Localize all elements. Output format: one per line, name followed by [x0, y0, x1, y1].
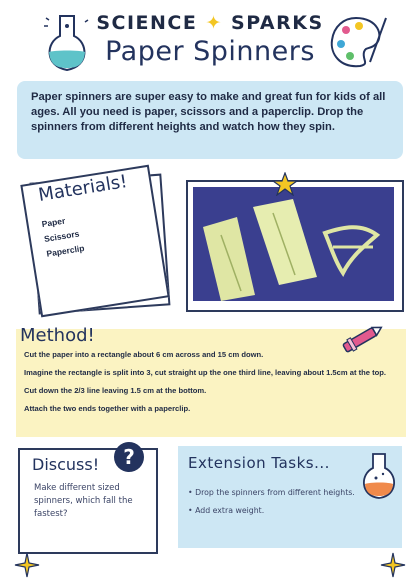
method-step: Attach the two ends together with a paperclip. [24, 404, 191, 413]
intro-text: Paper spinners are super easy to make and great fun for kids of all ages. All you need is paper, scissors and a paperclip. Drop the spinners from different heights and watch how they spin. [31, 91, 386, 133]
materials-heading: Materials! [36, 171, 129, 206]
method-step: Imagine the rectangle is split into 3, cut straight up the one third line, leaving about 1.5cm at the top. [24, 368, 387, 377]
brand-word-sparks: SPARKS [231, 12, 324, 34]
materials-item: Scissors [43, 228, 80, 244]
method-step: Cut the paper into a rectangle about 6 cm across and 15 cm down. [24, 350, 264, 359]
star-icon [272, 172, 298, 196]
intro-box [17, 81, 403, 159]
page-title: Paper Spinners [105, 36, 315, 67]
brand-word-science: SCIENCE [96, 12, 198, 34]
method-step: Cut down the 2/3 line leaving 1.5 cm at the bottom. [24, 386, 207, 395]
method-heading: Method! [20, 325, 95, 346]
method-steps [24, 349, 400, 421]
materials-item: Paperclip [45, 242, 86, 259]
materials-item: Paper [41, 215, 66, 230]
question-mark-icon: ? [114, 442, 144, 472]
star-icon [380, 552, 406, 578]
brand-spark-icon: ✦ [205, 12, 223, 34]
extension-heading: Extension Tasks... [188, 454, 330, 472]
materials-list [41, 211, 86, 261]
star-icon [14, 552, 40, 578]
brand-logo [0, 12, 420, 34]
extension-list [188, 488, 358, 524]
paper-spinners-photo [193, 187, 394, 301]
extension-item: • Drop the spinners from different heights. [188, 488, 355, 497]
discuss-heading: Discuss! [32, 455, 100, 474]
discuss-question: Make different sized spinners, which fall the fastest? [34, 483, 133, 519]
beaker-icon [358, 450, 400, 502]
extension-item: • Add extra weight. [188, 506, 265, 515]
